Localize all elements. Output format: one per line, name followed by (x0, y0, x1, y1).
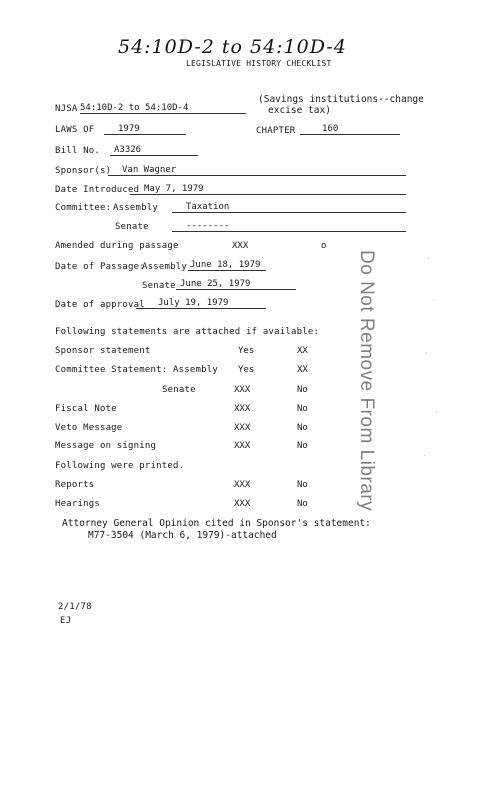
committee-assembly-value: Taxation (172, 202, 406, 213)
bill-no-value: A3326 (110, 145, 198, 156)
attached-row-label: Senate (162, 385, 196, 395)
njsa-note-line2: excise tax) (268, 105, 331, 116)
date-of-passage-label: Date of Passage: (55, 262, 145, 272)
printed-row-label: Reports (55, 480, 95, 490)
attached-row-label: Message on signing (55, 441, 157, 451)
passage-assembly-label: Assembly (142, 262, 187, 272)
date-introduced-label: Date Introduced (55, 185, 140, 195)
attached-row-label: Fiscal Note (55, 404, 117, 414)
date-of-approval-value: July 19, 1979 (136, 298, 266, 309)
njsa-value: 54:10D-2 to 54:10D-4 (80, 103, 246, 114)
bill-no-label: Bill No. (55, 146, 100, 156)
amended-no: o (321, 241, 327, 251)
handwritten-header: 54:10D-2 to 54:10D-4 (118, 36, 347, 58)
printed-heading: Following were printed. (55, 461, 185, 471)
committee-label: Committee: (55, 203, 112, 213)
laws-of-value: 1979 (104, 124, 186, 135)
amended-label: Amended during passage (55, 241, 179, 251)
attached-row-label: Sponsor statement (55, 346, 151, 356)
chapter-value: 160 (300, 124, 400, 135)
committee-senate-value: -------- (172, 221, 406, 232)
attached-row-yes: XXX (234, 423, 251, 433)
attorney-line2: M77-3504 (March 6, 1979)-attached (88, 530, 277, 541)
date-introduced-value: May 7, 1979 (130, 184, 406, 195)
attached-row-label: Veto Message (55, 423, 123, 433)
njsa-note-line1: (Savings institutions--change (258, 94, 424, 105)
scan-speck (424, 455, 425, 456)
committee-assembly-label: Assembly (113, 203, 158, 213)
attached-row-yes: XXX (234, 404, 251, 414)
attached-row-yes: XXX (234, 385, 251, 395)
passage-assembly-value: June 18, 1979 (188, 260, 266, 271)
attached-row-label: Committee Statement: Assembly (55, 365, 218, 375)
scan-speck (426, 352, 427, 353)
laws-of-label: LAWS OF (55, 125, 95, 135)
attached-row-yes: Yes (238, 365, 255, 375)
attorney-line1: Attorney General Opinion cited in Sponsor's statement: (62, 518, 371, 529)
attached-row-yes: Yes (238, 346, 255, 356)
scan-speck (433, 300, 434, 301)
printed-row-label: Hearings (55, 499, 100, 509)
footer-initials: EJ (60, 616, 72, 626)
sponsor-value: Van Wagner (108, 165, 406, 176)
date-of-approval-label: Date of approval (55, 300, 145, 310)
passage-senate-value: June 25, 1979 (176, 279, 296, 290)
attached-heading: Following statements are attached if available: (55, 327, 320, 337)
chapter-label: CHAPTER (256, 126, 296, 136)
printed-row-yes: XXX (234, 480, 251, 490)
attached-row-no: No (297, 441, 308, 451)
footer-date: 2/1/78 (58, 602, 92, 612)
attached-row-no: XX (297, 365, 308, 375)
attached-row-yes: XXX (234, 441, 251, 451)
attached-row-no: XX (297, 346, 308, 356)
passage-senate-label: Senate (142, 281, 176, 291)
scan-speck (436, 412, 437, 413)
printed-row-no: No (297, 480, 308, 490)
form-title: LEGISLATIVE HISTORY CHECKLIST (186, 59, 332, 68)
amended-yes: XXX (232, 241, 249, 251)
attached-row-no: No (297, 423, 308, 433)
sponsor-label: Sponsor(s) (55, 166, 112, 176)
printed-row-no: No (297, 499, 308, 509)
njsa-label: NJSA (55, 104, 78, 114)
attached-row-no: No (297, 404, 308, 414)
scan-speck (428, 258, 429, 259)
library-stamp: Do Not Remove From Library (356, 250, 377, 512)
printed-row-yes: XXX (234, 499, 251, 509)
committee-senate-label: Senate (115, 222, 149, 232)
attached-row-no: No (297, 385, 308, 395)
